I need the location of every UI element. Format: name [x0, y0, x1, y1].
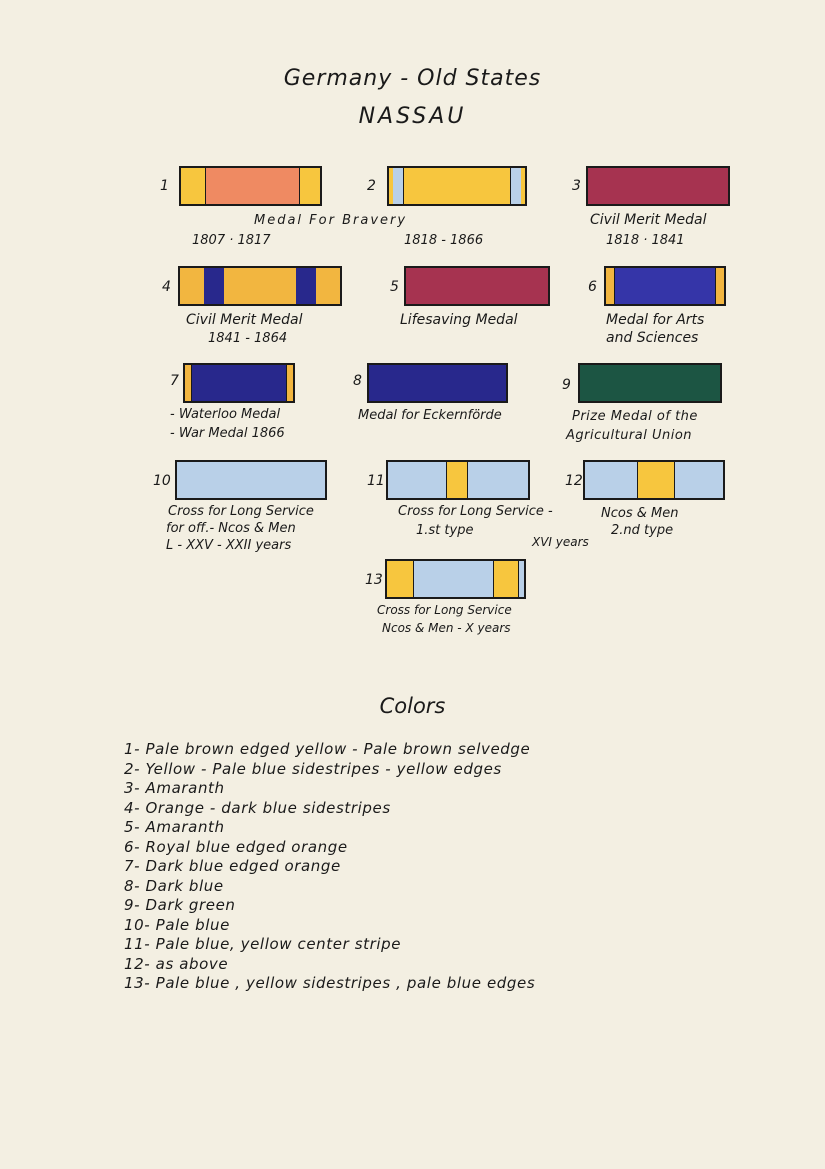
ribbon-13-label-2: Ncos & Men - X years [382, 621, 511, 635]
ribbon-3-number: 3 [572, 178, 581, 194]
ribbon-6-label-2: and Sciences [606, 330, 699, 346]
ribbon-6-edge-left [606, 268, 615, 304]
legend-item: 12- as above [124, 954, 229, 973]
legend-item: 5- Amaranth [124, 818, 225, 836]
ribbon-9 [578, 363, 722, 403]
ribbon-7-label-2: - War Medal 1866 [170, 426, 285, 441]
ribbon-3-years: 1818 · 1841 [606, 233, 685, 248]
ribbon-7-edge-left [185, 365, 192, 401]
ribbon-10 [175, 460, 327, 500]
ribbon-7-edge-right [286, 365, 293, 401]
ribbon-11-type: 1.st type [416, 523, 474, 538]
ribbon-6-label: Medal for Arts [606, 312, 705, 328]
ribbon-10-label: Cross for Long Service [168, 504, 314, 519]
ribbon-1-years: 1807 · 1817 [192, 233, 271, 248]
colors-heading: Colors [379, 694, 446, 718]
legend-item: 6- Royal blue edged orange [124, 837, 348, 856]
ribbon-9-label: Prize Medal of the [572, 409, 698, 424]
ribbon-13-stripe-left [387, 561, 414, 597]
ribbon-5-number: 5 [390, 279, 399, 295]
legend-item: 8- Dark blue [124, 876, 224, 895]
ribbon-5-label: Lifesaving Medal [400, 312, 518, 328]
legend-item: 13- Pale blue , yellow sidestripes , pale blue edges [124, 974, 536, 992]
ribbon-8-number: 8 [353, 373, 362, 389]
legend-item: 1- Pale brown edged yellow - Pale brown selvedge [124, 740, 531, 758]
legend-item: 2- Yellow - Pale blue sidestripes - yellow edges [124, 759, 502, 778]
ribbon-9-label-2: Agricultural Union [566, 428, 693, 443]
ribbon-8 [367, 363, 508, 403]
ribbon-12-label: Ncos & Men [601, 506, 679, 521]
ribbon-3-label: Civil Merit Medal [590, 212, 707, 228]
ribbon-6-number: 6 [588, 279, 597, 295]
ribbon-13-number: 13 [365, 572, 383, 588]
ribbon-10-number: 10 [153, 473, 171, 489]
ribbon-2-number: 2 [367, 178, 376, 194]
ribbon-11-stripe-center [446, 462, 468, 498]
ribbon-5 [404, 266, 550, 306]
ribbon-11 [386, 460, 530, 500]
ribbon-9-number: 9 [562, 377, 571, 393]
ribbon-4-stripe-left [204, 268, 224, 304]
ribbon-12 [583, 460, 725, 500]
ribbon-1-label: Medal For Bravery [254, 213, 408, 228]
ribbon-12-type: 2.nd type [611, 523, 674, 538]
legend-item: 10- Pale blue [124, 915, 230, 934]
ribbon-11-number: 11 [367, 473, 385, 489]
ribbon-13-label: Cross for Long Service [377, 603, 512, 617]
ribbon-2-stripe-left [393, 168, 404, 204]
ribbon-4 [178, 266, 342, 306]
ribbon-1-edge-right [299, 168, 320, 204]
legend-item: 9- Dark green [124, 896, 236, 914]
ribbon-1-number: 1 [160, 178, 169, 194]
ribbon-7 [183, 363, 295, 403]
legend-item: 4- Orange - dark blue sidestripes [124, 798, 391, 817]
ribbon-11-label: Cross for Long Service - [398, 504, 553, 519]
ribbon-2-years: 1818 - 1866 [404, 233, 484, 248]
ribbon-7-number: 7 [170, 373, 179, 389]
ribbon-10-label-2: for off.- Ncos & Men [166, 521, 296, 536]
ribbon-10-label-3: L - XXV - XXII years [166, 538, 292, 553]
ribbon-4-label: Civil Merit Medal [186, 312, 303, 328]
legend-item: 7- Dark blue edged orange [124, 857, 341, 875]
colors-legend [124, 740, 535, 994]
page-title: Germany - Old States [283, 66, 542, 91]
ribbon-3 [586, 166, 730, 206]
ribbon-7-label: - Waterloo Medal [170, 407, 281, 422]
ribbon-4-stripe-right [296, 268, 316, 304]
ribbon-6 [604, 266, 726, 306]
ribbon-1-edge-left [181, 168, 206, 204]
ribbon-13-stripe-right [493, 561, 519, 597]
ribbon-8-label: Medal for Eckernförde [358, 408, 502, 423]
ribbon-4-years: 1841 - 1864 [208, 331, 288, 346]
ribbon-1 [179, 166, 322, 206]
ribbon-11-years: XVI years [532, 535, 589, 549]
ribbon-2 [387, 166, 527, 206]
ribbon-2-stripe-right [510, 168, 521, 204]
ribbon-6-edge-right [715, 268, 724, 304]
ribbon-12-number: 12 [565, 473, 583, 489]
legend-item: 11- Pale blue, yellow center stripe [124, 935, 402, 953]
ribbon-12-stripe-center [637, 462, 675, 498]
ribbon-13 [385, 559, 526, 599]
legend-item: 3- Amaranth [124, 779, 225, 797]
page-subtitle: NASSAU [358, 104, 467, 129]
ribbon-4-number: 4 [162, 279, 171, 295]
